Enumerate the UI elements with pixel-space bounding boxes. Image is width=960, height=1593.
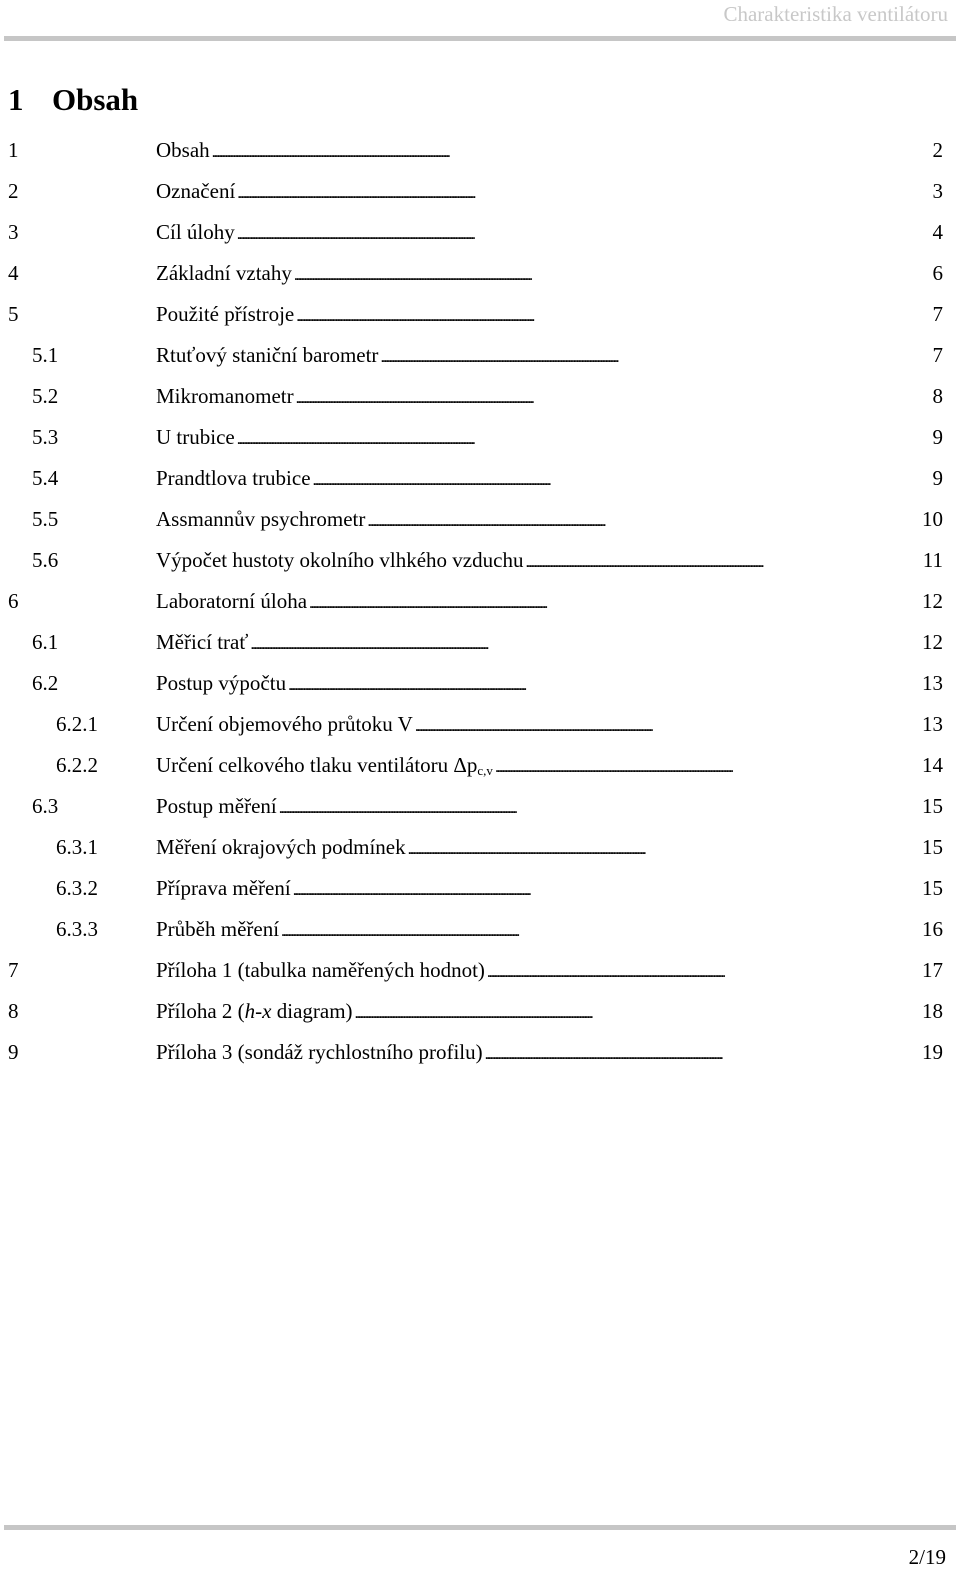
toc-entry-number: 5.5 (32, 507, 59, 531)
toc-entry-page: 9 (932, 466, 943, 490)
toc-entry-page: 12 (922, 589, 943, 613)
toc-entry-title-italic: h (244, 999, 256, 1023)
toc-entry-title: Označení (156, 179, 236, 203)
toc-entry-page: 13 (922, 671, 943, 695)
toc-entry-title: Postup měření (156, 794, 277, 818)
toc-entry-number: 1 (8, 138, 19, 162)
dot-leader (367, 499, 920, 542)
toc-entry[interactable] (8, 417, 951, 458)
toc-entry-title: Měření okrajových podmínek (156, 835, 406, 859)
toc-entry-page: 15 (922, 835, 943, 859)
toc-entry-page: 3 (932, 179, 943, 203)
dot-leader (296, 376, 931, 419)
toc-entry-title: Rtuťový staniční barometr (156, 343, 379, 367)
toc-entry-number: 7 (8, 958, 19, 982)
toc-entry-title: Mikromanometr (156, 384, 294, 408)
toc-entry-number: 6.3.3 (56, 917, 98, 941)
toc-entry[interactable] (8, 827, 951, 868)
toc-entry-number: 6 (8, 589, 19, 613)
toc-entry-number: 5 (8, 302, 19, 326)
toc-entry-title: Měřicí trať (156, 630, 249, 654)
toc-entry-page: 7 (932, 302, 943, 326)
toc-entry-title: Výpočet hustoty okolního vlhkého vzduchu (156, 548, 524, 572)
toc-entry[interactable] (8, 991, 951, 1032)
toc-entry[interactable] (8, 376, 951, 417)
dot-leader (495, 745, 920, 788)
toc-entry-number: 6.2 (32, 671, 59, 695)
toc-entry-title-text: diagram) (271, 999, 353, 1023)
toc-entry-number: 5.3 (32, 425, 59, 449)
toc-entry-title: Prandtlova trubice (156, 466, 311, 490)
toc-entry-title: Základní vztahy (156, 261, 292, 285)
toc-entry-page: 16 (922, 917, 943, 941)
toc-entry-number: 5.2 (32, 384, 59, 408)
toc-entry-page: 12 (922, 630, 943, 654)
toc-entry-page: 15 (922, 794, 943, 818)
toc-entry-title: Příloha 1 (tabulka naměřených hodnot) (156, 958, 485, 982)
dot-leader (380, 335, 930, 378)
toc-entry-page: 19 (922, 1040, 943, 1064)
dot-leader (485, 1032, 920, 1075)
running-header-title: Charakteristika ventilátoru (723, 2, 948, 26)
toc-entry-number: 4 (8, 261, 19, 285)
toc-entry-title-italic: x (262, 999, 272, 1023)
table-of-contents (8, 130, 951, 1073)
toc-heading-title: Obsah (52, 82, 139, 117)
toc-entry-title-text: Příloha 2 ( (156, 999, 245, 1023)
toc-entry[interactable] (8, 704, 951, 745)
toc-entry-title (156, 991, 353, 1032)
toc-entry-title: U trubice (156, 425, 235, 449)
toc-entry-number: 6.1 (32, 630, 59, 654)
toc-entry-page: 6 (932, 261, 943, 285)
toc-entry[interactable] (8, 335, 951, 376)
toc-entry-number: 3 (8, 220, 19, 244)
dot-leader (279, 786, 920, 829)
toc-entry-number: 6.3 (32, 794, 59, 818)
dot-leader (293, 868, 920, 911)
toc-entry-number: 6.3.1 (56, 835, 98, 859)
toc-entry[interactable] (8, 540, 951, 581)
toc-entry-title (156, 745, 493, 791)
dot-leader (212, 130, 931, 173)
dot-leader (288, 663, 920, 706)
toc-entry-page: 9 (932, 425, 943, 449)
toc-entry-title: Laboratorní úloha (156, 589, 308, 613)
toc-entry-page: 15 (922, 876, 943, 900)
toc-entry[interactable] (8, 171, 951, 212)
toc-entry[interactable] (8, 294, 951, 335)
toc-entry-title: Určení objemového průtoku V (156, 712, 413, 736)
toc-heading-number: 1 (8, 82, 24, 117)
toc-entry-number: 8 (8, 999, 19, 1023)
dot-leader (237, 212, 931, 255)
toc-entry-title: Průběh měření (156, 917, 280, 941)
dot-leader (250, 622, 920, 665)
toc-entry-page: 13 (922, 712, 943, 736)
dot-leader (237, 417, 931, 460)
toc-entry-number: 5.1 (32, 343, 59, 367)
dot-leader (408, 827, 920, 870)
toc-entry-page: 14 (922, 753, 943, 777)
toc-entry-number: 9 (8, 1040, 19, 1064)
toc-entry-title: Příloha 3 (sondáž rychlostního profilu) (156, 1040, 483, 1064)
toc-entry-title: Postup výpočtu (156, 671, 287, 695)
toc-entry[interactable] (8, 1032, 951, 1073)
toc-entry-title: Příprava měření (156, 876, 291, 900)
toc-entry-page: 18 (922, 999, 943, 1023)
dot-leader (415, 704, 920, 747)
toc-entry[interactable] (8, 745, 951, 786)
dot-leader (313, 458, 931, 501)
dot-leader (294, 253, 931, 296)
toc-entry[interactable] (8, 581, 951, 622)
toc-entry[interactable] (8, 622, 951, 663)
dot-leader (296, 294, 930, 337)
toc-entry-title-text: Určení celkového tlaku ventilátoru Δp (156, 753, 478, 777)
dot-leader (355, 991, 920, 1034)
toc-entry-page: 11 (922, 548, 943, 572)
toc-entry-number: 6.2.1 (56, 712, 98, 736)
footer-rule (4, 1525, 956, 1530)
toc-entry-page: 7 (932, 343, 943, 367)
toc-entry[interactable] (8, 499, 951, 540)
dot-leader (487, 950, 920, 993)
page-number: 2/19 (908, 1545, 946, 1569)
dot-leader (281, 909, 920, 952)
toc-entry-title: Obsah (156, 138, 210, 162)
toc-entry[interactable] (8, 786, 951, 827)
toc-entry[interactable] (8, 909, 951, 950)
toc-entry-number: 6.3.2 (56, 876, 98, 900)
toc-entry-page: 4 (932, 220, 943, 244)
toc-entry-title-subscript: c,v (477, 763, 493, 778)
toc-entry-number: 2 (8, 179, 19, 203)
dot-leader (309, 581, 920, 624)
dot-leader (525, 540, 920, 583)
toc-entry[interactable] (8, 253, 951, 294)
toc-heading (8, 82, 138, 118)
toc-entry-title: Použité přístroje (156, 302, 295, 326)
toc-entry-number: 5.6 (32, 548, 59, 572)
header-rule (4, 36, 956, 41)
toc-entry[interactable] (8, 130, 951, 171)
toc-entry-title: Cíl úlohy (156, 220, 235, 244)
dot-leader (237, 171, 930, 214)
toc-entry[interactable] (8, 458, 951, 499)
toc-entry-page: 8 (932, 384, 943, 408)
toc-entry-number: 6.2.2 (56, 753, 98, 777)
toc-entry-number: 5.4 (32, 466, 59, 490)
toc-entry[interactable] (8, 868, 951, 909)
toc-entry-title: Assmannův psychrometr (156, 507, 366, 531)
toc-entry[interactable] (8, 950, 951, 991)
toc-entry[interactable] (8, 212, 951, 253)
toc-entry-page: 17 (922, 958, 943, 982)
toc-entry-page: 10 (922, 507, 943, 531)
toc-entry-title-text: - (255, 999, 263, 1023)
toc-entry-page: 2 (932, 138, 943, 162)
toc-entry[interactable] (8, 663, 951, 704)
